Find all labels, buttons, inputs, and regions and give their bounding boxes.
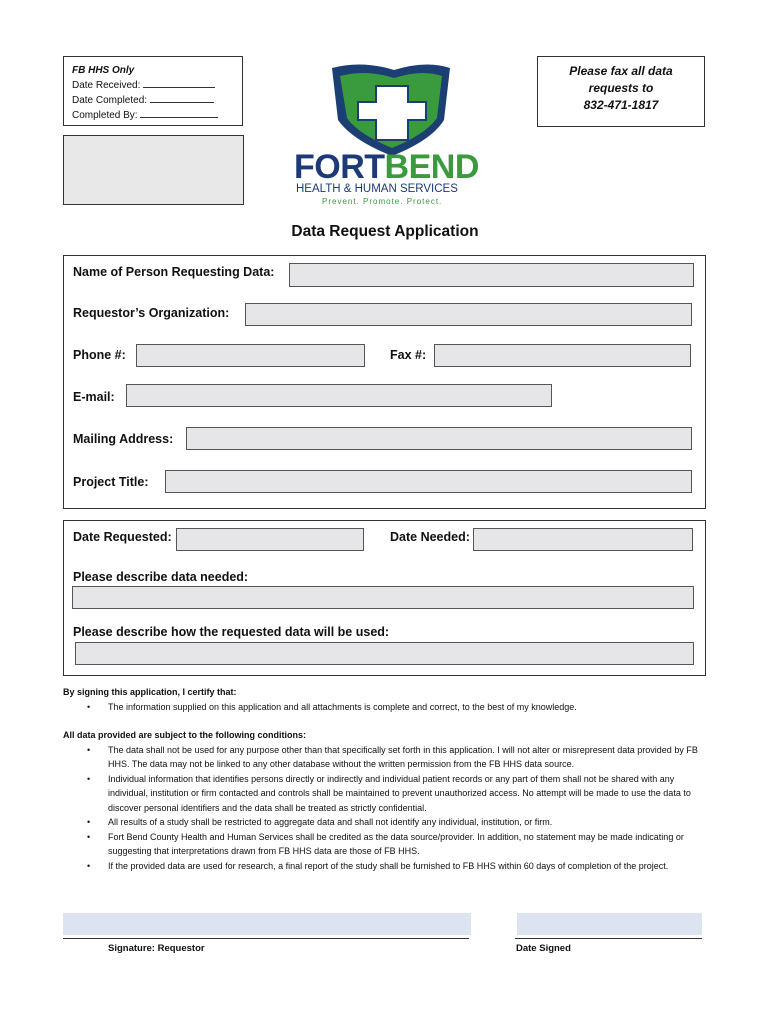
- fax-instructions-box: [537, 56, 705, 127]
- date-signed-input[interactable]: [517, 913, 702, 935]
- condition-item-text: All results of a study shall be restricted to aggregate data and shall not identify any individual, institution, or firm.: [108, 817, 553, 827]
- fort-bend-logo: [292, 58, 492, 208]
- name-label: Name of Person Requesting Data:: [73, 265, 275, 279]
- date-requested-input[interactable]: [176, 528, 364, 551]
- condition-item: • Fort Bend County Health and Human Services shall be credited as the data source/provider. In addition, no statement may be made indicating or suggesting that interpretations drawn from FB HHS data are those of FB HHS.: [87, 831, 684, 856]
- fax-number: 832-471-1817: [583, 98, 659, 112]
- email-label: E-mail:: [73, 390, 115, 404]
- logo-subtitle: HEALTH & HUMAN SERVICES: [296, 183, 458, 195]
- certify-heading: By signing this application, I certify that:: [63, 687, 237, 697]
- condition-item-text: Fort Bend County Health and Human Services shall be credited as the data source/provider. In addition, no statement may be made indicating or suggesting that interpretations drawn from FB HHS data are those of FB HHS.: [108, 831, 684, 856]
- office-use-title: FB HHS Only: [72, 65, 135, 76]
- office-stamp-box: [63, 135, 244, 205]
- logo-wordmark: [294, 150, 494, 184]
- form-title: Data Request Application: [291, 223, 479, 240]
- date-received-row: [72, 78, 234, 93]
- date-signed-label: Date Signed: [516, 943, 571, 954]
- project-title-input[interactable]: [165, 470, 692, 493]
- date-needed-input[interactable]: [473, 528, 693, 551]
- email-input[interactable]: [126, 384, 552, 407]
- fax-line-2: requests to: [588, 81, 654, 95]
- condition-item: • Individual information that identifies persons directly or indirectly and individual patient records or any part of them shall not be shared with any individual, institution or firm contacted and controls shall be maintained to prevent unauthorized access. No attempt will be made to use the data to discover personal identifiers and the data shall be treated as strictly confidential.: [87, 773, 691, 813]
- date-completed-label: Date Completed:: [72, 95, 148, 106]
- date-completed-line: [150, 93, 214, 103]
- phone-label: Phone #:: [73, 348, 126, 362]
- certify-item: • The information supplied on this application and all attachments is complete and correct, to the best of my knowledge.: [87, 701, 577, 712]
- logo-tagline: Prevent. Promote. Protect.: [322, 197, 443, 206]
- date-signed-line: [515, 938, 702, 939]
- fax-line-1: Please fax all data: [569, 64, 673, 78]
- conditions-list: [63, 743, 708, 874]
- completed-by-row: [72, 108, 234, 123]
- project-title-label: Project Title:: [73, 475, 149, 489]
- describe-use-input[interactable]: [75, 642, 694, 665]
- organization-input[interactable]: [245, 303, 692, 326]
- condition-item-text: The data shall not be used for any purpose other than that specifically set forth in this application. I will not alter or misrepresent data provided by FB HHS. The data may not be linked to any other database without the written permission from the FB HHS data source.: [108, 744, 698, 769]
- describe-data-label: Please describe data needed:: [73, 570, 249, 584]
- date-needed-label: Date Needed:: [390, 530, 470, 544]
- certify-item-text: The information supplied on this application and all attachments is complete and correct, to the best of my knowledge.: [108, 701, 577, 712]
- describe-data-input[interactable]: [72, 586, 694, 609]
- date-completed-row: [72, 93, 234, 108]
- certify-list: [63, 700, 708, 715]
- name-input[interactable]: [289, 263, 694, 287]
- fax-label: Fax #:: [390, 348, 427, 362]
- completed-by-line: [140, 108, 218, 118]
- condition-item-text: If the provided data are used for research, a final report of the study shall be furnished to FB HHS within 60 days of completion of the project.: [108, 860, 669, 871]
- logo-fort: FORT: [294, 148, 385, 186]
- organization-label: Requestor’s Organization:: [73, 306, 230, 320]
- mailing-address-input[interactable]: [186, 427, 692, 450]
- date-requested-label: Date Requested:: [73, 530, 172, 544]
- fax-input[interactable]: [434, 344, 691, 367]
- date-received-line: [143, 78, 215, 88]
- condition-item: • The data shall not be used for any purpose other than that specifically set forth in this application. I will not alter or misrepresent data provided by FB HHS. The data may not be linked to any other database without the written permission from the FB HHS data source.: [87, 744, 698, 769]
- signature-label: Signature: Requestor: [108, 943, 205, 954]
- office-use-box: [63, 56, 243, 126]
- condition-item-text: Individual information that identifies persons directly or indirectly and individual patient records or any part of them shall not be shared with any individual, institution or firm contacted and controls shall be maintained to prevent unauthorized access. No attempt will be made to use the data to discover personal identifiers and the data shall be treated as strictly confidential.: [108, 773, 691, 813]
- describe-use-label: Please describe how the requested data will be used:: [73, 625, 390, 639]
- terms-text: [63, 685, 708, 873]
- mailing-address-label: Mailing Address:: [73, 432, 174, 446]
- date-received-label: Date Received:: [72, 80, 141, 91]
- completed-by-label: Completed By:: [72, 110, 138, 121]
- conditions-heading: All data provided are subject to the following conditions:: [63, 730, 307, 740]
- logo-bend: BEND: [384, 148, 479, 186]
- condition-item: • All results of a study shall be restricted to aggregate data and shall not identify any individual, institution, or firm.: [87, 817, 553, 827]
- signature-input[interactable]: [63, 913, 471, 935]
- phone-input[interactable]: [136, 344, 365, 367]
- signature-line: [63, 938, 469, 939]
- condition-item: • If the provided data are used for research, a final report of the study shall be furnished to FB HHS within 60 days of completion of the project.: [87, 860, 669, 871]
